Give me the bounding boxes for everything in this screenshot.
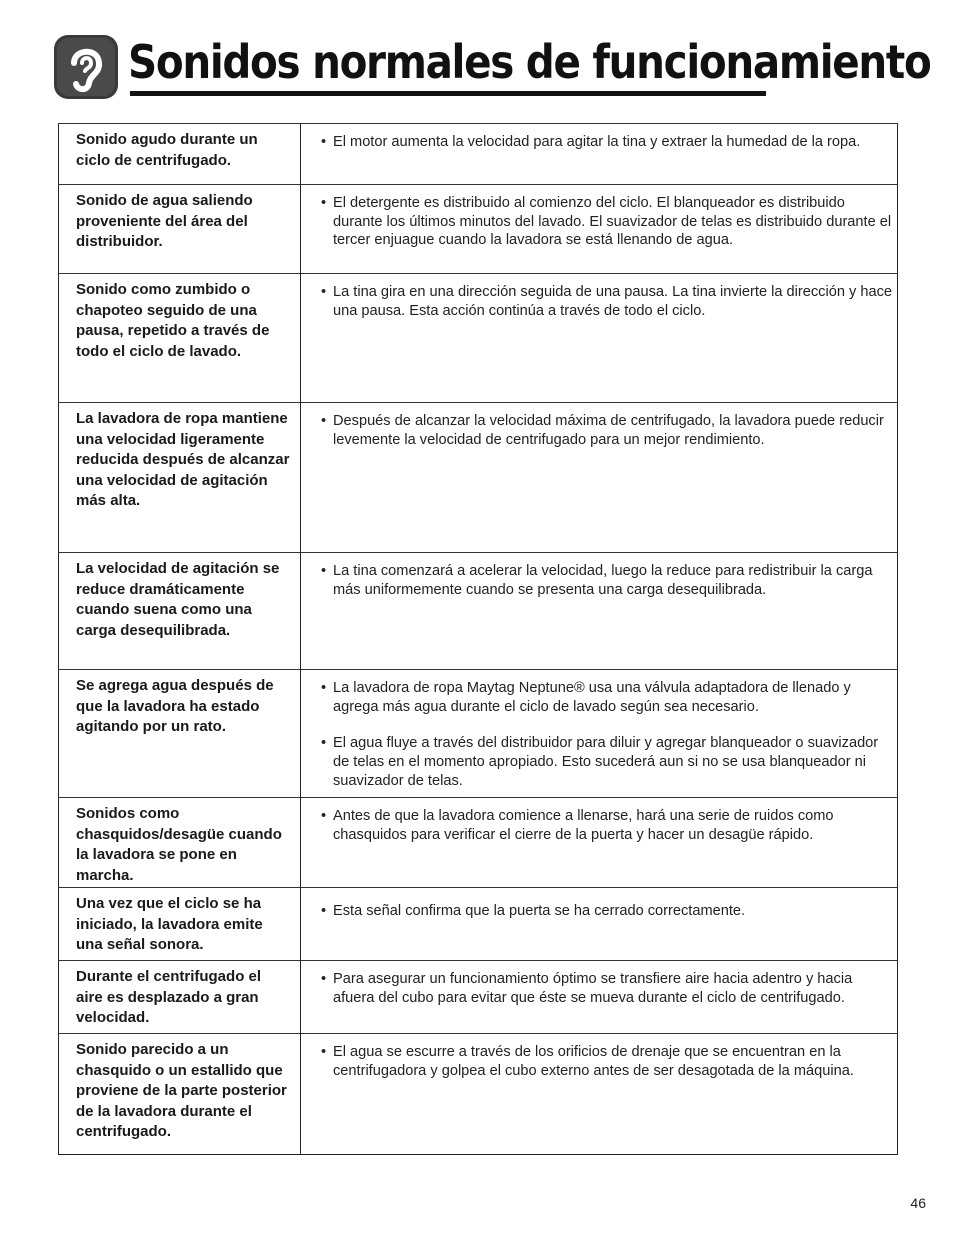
sound-explanation xyxy=(301,1034,898,1155)
sound-explanation xyxy=(301,185,898,274)
sound-explanation xyxy=(301,274,898,403)
explanation-bullet: • El agua se escurre a través de los orificios de drenaje que se encuentran en la centrifugadora y golpea el cubo externo antes de ser desagotada de la máquina. xyxy=(321,1043,895,1080)
explanation-bullet: • El detergente es distribuido al comienzo del ciclo. El blanqueador es distribuido durante los últimos minutos del lavado. El suavizador de telas es distribuido durante el tercer enjuague cuando la lavadora se está llenando de agua. xyxy=(321,194,895,250)
sound-condition: Sonido de agua saliendo proveniente del área del distribuidor. xyxy=(59,185,301,274)
sound-condition: Se agrega agua después de que la lavadora ha estado agitando por un rato. xyxy=(59,670,301,798)
table-row xyxy=(59,403,898,553)
explanation-bullet: • El motor aumenta la velocidad para agitar la tina y extraer la humedad de la ropa. xyxy=(321,133,895,152)
explanation-bullet: • La tina comenzará a acelerar la velocidad, luego la reduce para redistribuir la carga más uniformemente cuando se presenta una carga desequilibrada. xyxy=(321,562,895,599)
sound-condition: Sonido agudo durante un ciclo de centrifugado. xyxy=(59,124,301,185)
table-row xyxy=(59,670,898,798)
normal-sounds-table xyxy=(58,123,898,1155)
page-title: Sonidos normales de funcionamiento xyxy=(128,35,931,89)
table-row xyxy=(59,798,898,888)
sound-condition: Una vez que el ciclo se ha iniciado, la lavadora emite una señal sonora. xyxy=(59,888,301,961)
table-row xyxy=(59,185,898,274)
sound-condition: Sonido como zumbido o chapoteo seguido de una pausa, repetido a través de todo el ciclo de lavado. xyxy=(59,274,301,403)
page-header xyxy=(52,33,931,103)
sound-explanation xyxy=(301,888,898,961)
explanation-bullet: • La lavadora de ropa Maytag Neptune® usa una válvula adaptadora de llenado y agrega más agua durante el ciclo de lavado según sea necesario. xyxy=(321,679,895,716)
page-number: 46 xyxy=(910,1195,926,1211)
explanation-bullet: • Antes de que la lavadora comience a llenarse, hará una serie de ruidos como chasquidos para verificar el cierre de la puerta y hacer un desagüe rápido. xyxy=(321,807,895,844)
sound-condition: La velocidad de agitación se reduce dramáticamente cuando suena como una carga desequilibrada. xyxy=(59,553,301,670)
sound-condition: Durante el centrifugado el aire es desplazado a gran velocidad. xyxy=(59,961,301,1034)
table-row xyxy=(59,1034,898,1155)
table-row xyxy=(59,274,898,403)
sound-explanation xyxy=(301,961,898,1034)
explanation-bullet: • La tina gira en una dirección seguida de una pausa. La tina invierte la dirección y hace una pausa. Esta acción continúa a través de todo el ciclo. xyxy=(321,283,895,320)
sound-explanation xyxy=(301,670,898,798)
ear-icon xyxy=(52,33,120,101)
table-row xyxy=(59,553,898,670)
title-underline xyxy=(130,91,766,96)
sound-explanation xyxy=(301,798,898,888)
sound-explanation xyxy=(301,124,898,185)
explanation-bullet: • Después de alcanzar la velocidad máxima de centrifugado, la lavadora puede reducir levemente la velocidad de centrifugado para un mejor rendimiento. xyxy=(321,412,895,449)
explanation-bullet: • El agua fluye a través del distribuidor para diluir y agregar blanqueador o suavizador de telas en el momento apropiado. Esto sucederá aun si no se usa blanqueador ni suavizador de telas. xyxy=(321,734,895,790)
sound-condition: La lavadora de ropa mantiene una velocidad ligeramente reducida después de alcanzar una velocidad de agitación más alta. xyxy=(59,403,301,553)
table-row xyxy=(59,961,898,1034)
table-row xyxy=(59,888,898,961)
explanation-bullet: • Para asegurar un funcionamiento óptimo se transfiere aire hacia adentro y hacia afuera del cubo para evitar que éste se mueva durante el ciclo de centrifugado. xyxy=(321,970,895,1007)
table-row xyxy=(59,124,898,185)
sound-condition: Sonidos como chasquidos/desagüe cuando la lavadora se pone en marcha. xyxy=(59,798,301,888)
explanation-bullet: • Esta señal confirma que la puerta se ha cerrado correctamente. xyxy=(321,902,895,921)
sound-explanation xyxy=(301,553,898,670)
sound-condition: Sonido parecido a un chasquido o un estallido que proviene de la parte posterior de la lavadora durante el centrifugado. xyxy=(59,1034,301,1155)
sound-explanation xyxy=(301,403,898,553)
